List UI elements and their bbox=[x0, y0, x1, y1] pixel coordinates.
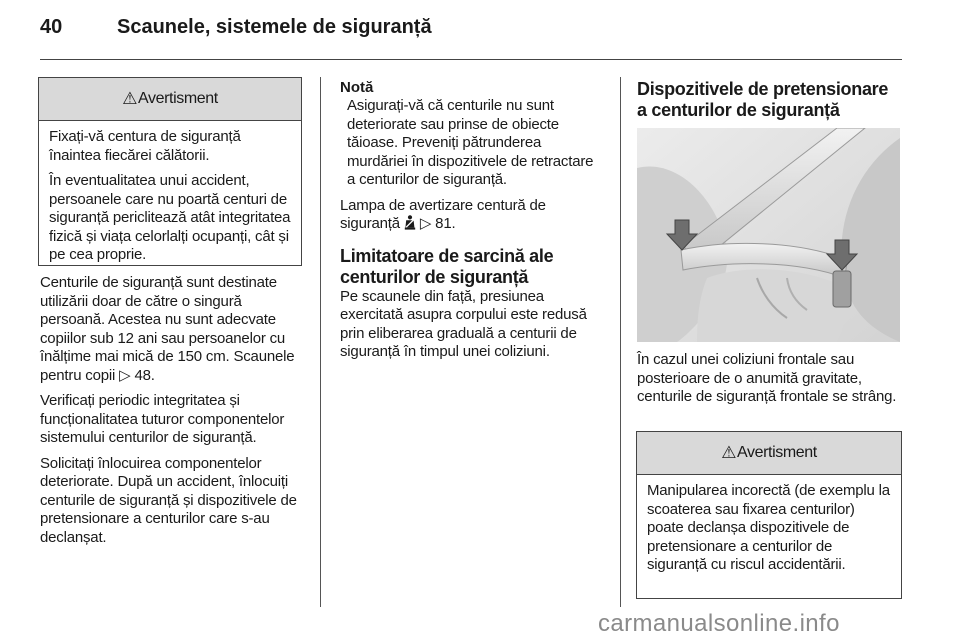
paragraph-replace: Solicitați înlocuirea componentelor deteriorate. După un accident, înlocuiți centurile de siguranță și dispozitivele de pretensionare a centurilor care s-au declanșat. bbox=[40, 454, 297, 546]
warning-header bbox=[39, 78, 301, 121]
warning-paragraph: În eventualitatea unui accident, persoanele care nu poartă centuri de siguranță periclitează atât integritatea fizică și viața celorlalți ocupanți, cât și pe cea proprie. bbox=[49, 172, 291, 263]
page-ref-icon: ▷ bbox=[119, 366, 131, 384]
paragraph-check: Verificați periodic integritatea și funcționalitatea tuturor componentelor sistemului centurilor de siguranță. bbox=[40, 392, 285, 446]
warning-box bbox=[38, 77, 302, 266]
warning-title: Avertisment bbox=[138, 90, 218, 107]
warning-body bbox=[637, 475, 901, 575]
warning-paragraph: Fixați-vă centura de siguranță înaintea fiecărei călătorii. bbox=[49, 128, 241, 164]
page-ref-link[interactable]: 81. bbox=[435, 215, 456, 232]
paragraph-seat-belts-use bbox=[40, 274, 306, 385]
paragraph-warning-lamp bbox=[340, 197, 602, 234]
warning-paragraph: Manipularea incorectă (de exemplu la scoaterea sau fixarea centurilor) poate declanșa dispozitivele de pretensionare a centurilor de siguranță cu riscul accidentării. bbox=[647, 482, 890, 573]
warning-header bbox=[637, 432, 901, 475]
paragraph-pretensioners: În cazul unei coliziuni frontale sau posterioare de o anumită gravitate, centurile de siguranță frontale se strâng. bbox=[637, 351, 897, 405]
note-text: Asigurați-vă că centurile nu sunt deteriorate sau prinse de obiecte tăioase. Preveniți pătrunderea murdăriei în dispozitivele de retractare a centurilor de siguranță. bbox=[347, 97, 594, 188]
section-heading-pretensioners: Dispozitivele de pretensionare a centurilor de siguranță bbox=[637, 79, 889, 120]
page-title: Scaunele, sistemele de siguranță bbox=[117, 16, 432, 38]
header-rule bbox=[40, 59, 902, 60]
note-title: Notă bbox=[340, 79, 374, 96]
seatbelt-warning-icon bbox=[404, 215, 420, 232]
section-heading-load-limiters: Limitatoare de sarcină ale centurilor de siguranță bbox=[340, 245, 554, 287]
warning-title: Avertisment bbox=[737, 444, 817, 461]
pretensioner-illustration bbox=[637, 128, 900, 342]
watermark: carmanualsonline.info bbox=[598, 610, 840, 637]
paragraph-text: Centurile de siguranță sunt destinate utilizării doar de către o singură persoană. Acestea nu sunt adecvate copiilor sub 12 ani sau persoanelor cu înălțime mai mică de 150 cm. Scaunele pentru copii bbox=[40, 274, 295, 384]
warning-triangle-icon: ⚠ bbox=[122, 89, 138, 108]
page-ref-icon: ▷ bbox=[419, 215, 432, 232]
warning-body bbox=[39, 121, 301, 265]
column-divider-1 bbox=[320, 77, 321, 607]
middle-column bbox=[340, 79, 602, 369]
paragraph-text: Lampa de avertizare centură de siguranță bbox=[340, 196, 546, 232]
warning-triangle-icon: ⚠ bbox=[721, 443, 737, 462]
page-number: 40 bbox=[40, 16, 63, 38]
warning-box bbox=[636, 431, 902, 599]
page-ref-link[interactable]: 48. bbox=[134, 366, 155, 384]
paragraph-load-limiters: Pe scaunele din față, presiunea exercitată asupra corpului este redusă prin eliberarea graduală a centurii de siguranță în timpul unei coliziuni. bbox=[340, 287, 587, 360]
right-column-heading-wrap bbox=[637, 79, 902, 121]
column-divider-2 bbox=[620, 77, 621, 607]
left-column-text bbox=[40, 274, 306, 554]
right-column-text bbox=[637, 351, 902, 414]
